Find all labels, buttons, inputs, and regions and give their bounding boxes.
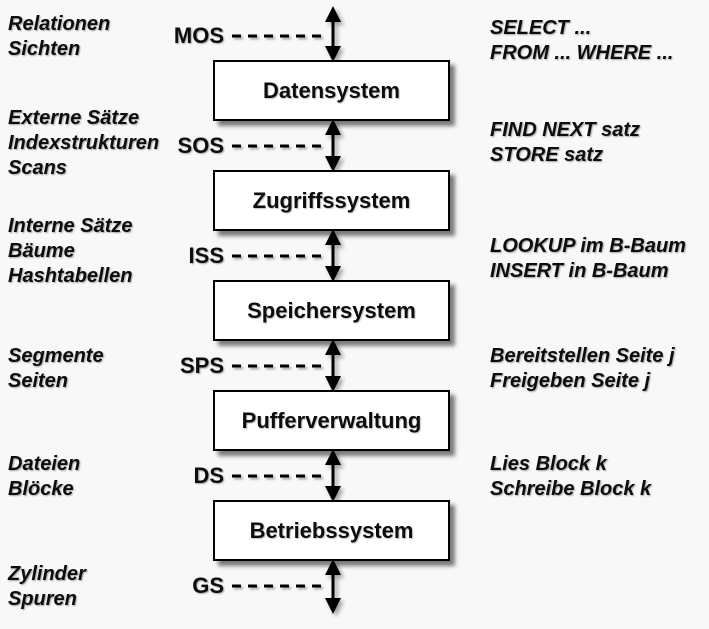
note-line: Lies Block k	[490, 453, 607, 475]
note-line: Segmente	[8, 345, 104, 367]
interface-code-label: ISS	[188, 243, 224, 268]
note-line: FIND NEXT satz	[490, 119, 641, 141]
interface-code-label: GS	[192, 573, 224, 598]
interface-code-label: MOS	[173, 23, 224, 48]
layer-box-zugriffssystem: Zugriffssystem	[213, 170, 450, 231]
note-line: Indexstrukturen	[8, 132, 160, 154]
bidirectional-arrow-icon	[324, 229, 342, 282]
note-line: Zylinder	[8, 563, 86, 585]
interface-right-note	[490, 234, 686, 284]
dashed-connector-line	[232, 253, 324, 259]
interface-left-note	[8, 344, 104, 394]
note-line: Blöcke	[8, 478, 74, 500]
layer-box-pufferverwaltung: Pufferverwaltung	[213, 390, 450, 451]
dashed-connector-line	[232, 33, 324, 39]
note-line: Sichten	[8, 38, 81, 60]
note-line: Bäume	[8, 240, 75, 262]
dashed-connector-line	[232, 363, 324, 369]
note-line: Externe Sätze	[8, 107, 140, 129]
interface-code-label: SOS	[177, 133, 224, 158]
dashed-connector-line	[232, 583, 324, 589]
interface-code-label: DS	[193, 463, 224, 488]
note-line: Dateien	[8, 453, 81, 475]
interface-left-note	[8, 562, 86, 612]
bidirectional-arrow-icon	[324, 339, 342, 392]
note-line: Relationen	[8, 13, 111, 35]
note-line: Bereitstellen Seite j	[490, 345, 675, 367]
layer-box-datensystem: Datensystem	[213, 60, 450, 121]
note-line: Hashtabellen	[8, 265, 133, 287]
interface-left-note	[8, 452, 80, 502]
note-line: Scans	[8, 157, 67, 179]
note-line: Schreibe Block k	[490, 478, 652, 500]
note-line: SELECT ...	[490, 17, 592, 39]
note-line: FROM ... WHERE ...	[490, 42, 674, 64]
note-line: INSERT in B-Baum	[490, 260, 669, 282]
bidirectional-arrow-icon	[324, 559, 342, 614]
interface-left-note	[8, 12, 110, 62]
layer-box-speichersystem: Speichersystem	[213, 280, 450, 341]
note-line: Freigeben Seite j	[490, 370, 651, 392]
note-line: STORE satz	[490, 144, 603, 166]
layer-box-betriebssystem: Betriebssystem	[213, 500, 450, 561]
interface-right-note	[490, 452, 651, 502]
note-line: Seiten	[8, 370, 69, 392]
interface-right-note	[490, 344, 675, 394]
note-line: LOOKUP im B-Baum	[490, 235, 686, 257]
note-line: Spuren	[8, 588, 77, 610]
interface-right-note	[490, 16, 673, 66]
bidirectional-arrow-icon	[324, 6, 342, 62]
interface-left-note	[8, 214, 132, 289]
dashed-connector-line	[232, 143, 324, 149]
interface-right-note	[490, 118, 640, 168]
bidirectional-arrow-icon	[324, 119, 342, 172]
interface-code-label: SPS	[179, 353, 224, 378]
dashed-connector-line	[232, 473, 324, 479]
bidirectional-arrow-icon	[324, 449, 342, 502]
note-line: Interne Sätze	[8, 215, 133, 237]
